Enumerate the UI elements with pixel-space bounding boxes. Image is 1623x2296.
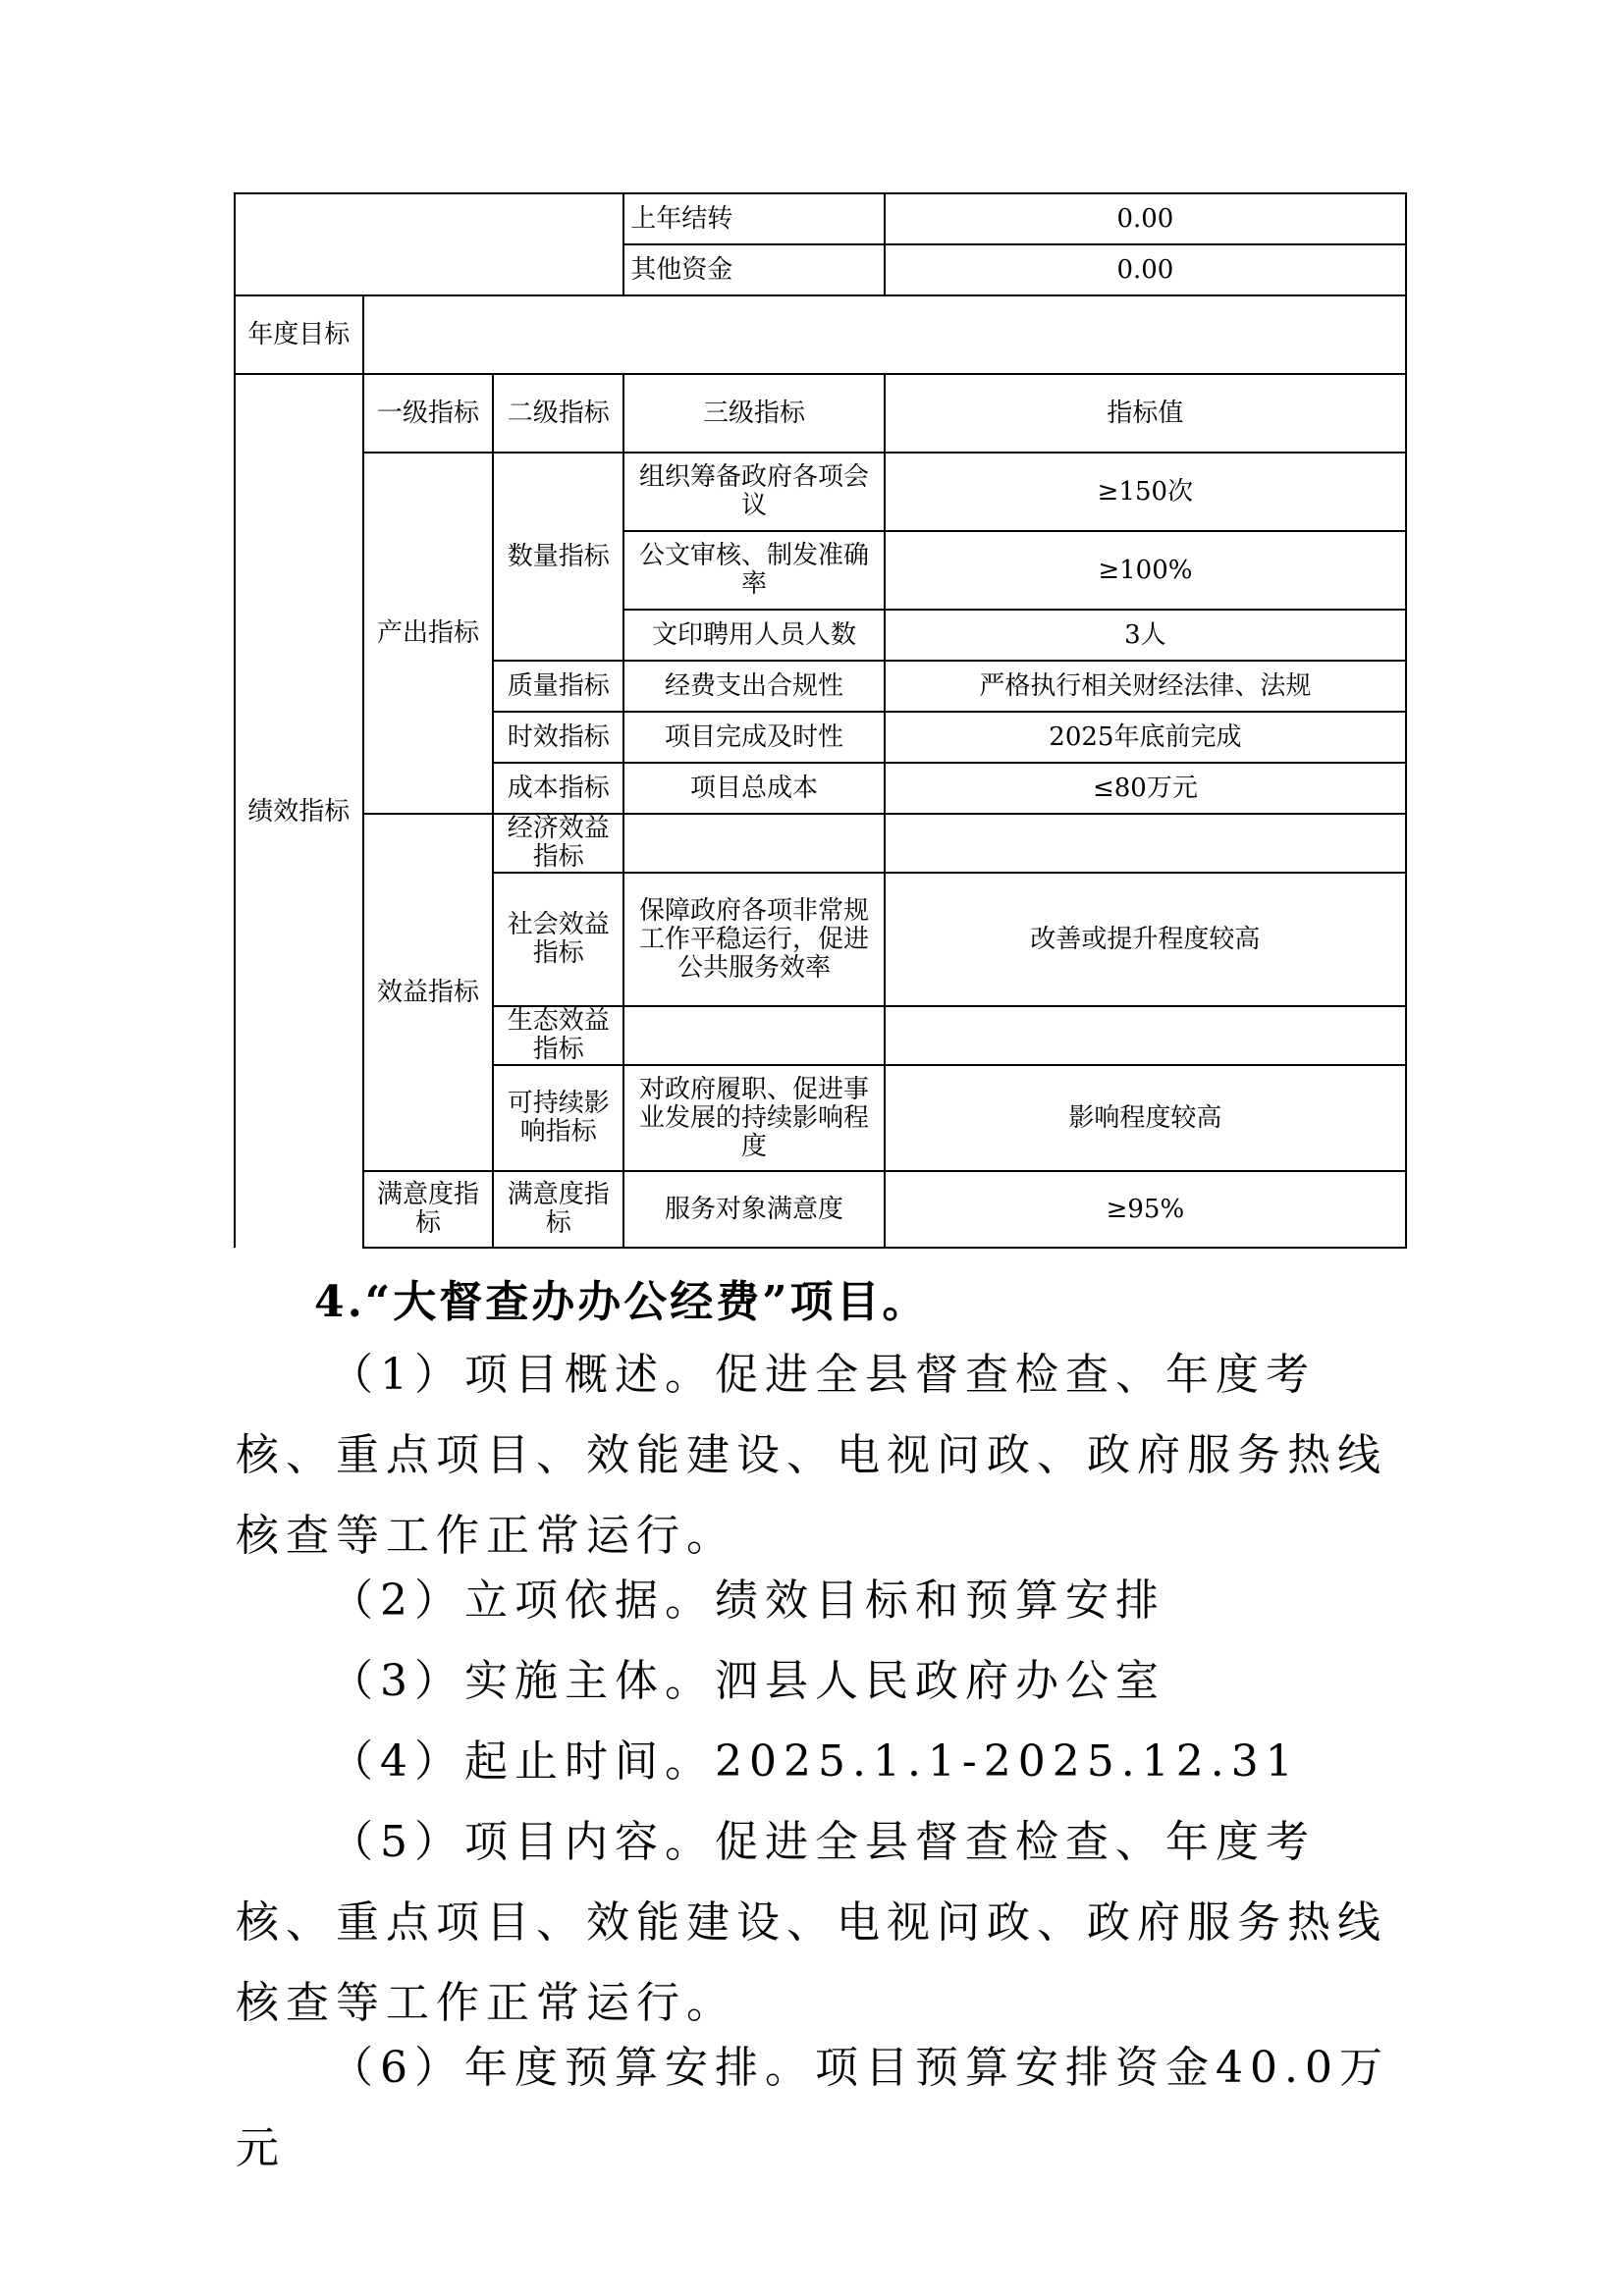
value-cell: 2025年底前完成 [885, 712, 1406, 763]
header-level1: 一级指标 [363, 374, 494, 453]
paragraph: （4）起止时间。2025.1.1-2025.12.31 [330, 1736, 1300, 1787]
level2-cell: 社会效益指标 [493, 873, 623, 1006]
value-cell: ≤80万元 [885, 763, 1406, 814]
level3-cell: 服务对象满意度 [623, 1171, 885, 1248]
level3-cell: 项目总成本 [623, 763, 885, 814]
value-cell: 严格执行相关财经法律、法规 [885, 661, 1406, 712]
paragraph: （6）年度预算安排。项目预算安排资金40.0万元 [236, 2043, 1389, 2173]
indicator-row [235, 814, 1406, 873]
paragraph: （1）项目概述。促进全县督查检查、年度考核、重点项目、效能建设、电视问政、政府服务热线核查等工作正常运行。 [236, 1350, 1387, 1561]
value-cell: ≥95% [885, 1171, 1406, 1248]
header-row [235, 374, 1406, 453]
level3-cell [623, 814, 885, 873]
funding-row [235, 193, 1406, 244]
output-label: 产出指标 [363, 453, 494, 814]
value-cell: 影响程度较高 [885, 1065, 1406, 1171]
level2-cell: 时效指标 [493, 712, 623, 763]
benefit-label: 效益指标 [363, 814, 494, 1171]
level2-cell: 成本指标 [493, 763, 623, 814]
level3-cell: 文印聘用人员人数 [623, 610, 885, 661]
paragraph: （5）项目内容。促进全县督查检查、年度考核、重点项目、效能建设、电视问政、政府服务热线核查等工作正常运行。 [236, 1817, 1387, 2028]
value-cell [885, 814, 1406, 873]
section-heading: 4.“大督查办办公经费”项目。 [314, 1277, 929, 1327]
indicator-row [235, 1171, 1406, 1248]
level3-cell: 对政府履职、促进事业发展的持续影响程度 [623, 1065, 885, 1171]
header-level2: 二级指标 [493, 374, 623, 453]
perf-label: 绩效指标 [235, 374, 363, 1248]
level3-cell: 项目完成及时性 [623, 712, 885, 763]
level2-cell: 满意度指标 [493, 1171, 623, 1248]
paragraph: （2）立项依据。绩效目标和预算安排 [330, 1575, 1165, 1626]
satisfaction-label: 满意度指标 [363, 1171, 494, 1248]
level2-cell: 质量指标 [493, 661, 623, 712]
indicator-row [235, 453, 1406, 531]
level3-cell: 组织筹备政府各项会议 [623, 453, 885, 531]
value-cell: 改善或提升程度较高 [885, 873, 1406, 1006]
header-value: 指标值 [885, 374, 1406, 453]
level3-cell: 公文审核、制发准确率 [623, 531, 885, 610]
level2-cell: 可持续影响指标 [493, 1065, 623, 1171]
performance-table [234, 192, 1407, 1249]
annual-goal-row [235, 295, 1406, 374]
paragraph: （3）实施主体。泗县人民政府办公室 [330, 1656, 1165, 1706]
value-cell [885, 1006, 1406, 1065]
value-cell: ≥100% [885, 531, 1406, 610]
funding-value: 0.00 [885, 193, 1406, 244]
level3-cell: 经费支出合规性 [623, 661, 885, 712]
funding-label: 上年结转 [623, 193, 885, 244]
value-cell: ≥150次 [885, 453, 1406, 531]
blank-cell [235, 193, 623, 295]
level2-cell: 生态效益指标 [493, 1006, 623, 1065]
quantity-label: 数量指标 [493, 453, 623, 661]
annual-goal-value [363, 295, 1406, 374]
annual-goal-label: 年度目标 [235, 295, 363, 374]
level3-cell: 保障政府各项非常规工作平稳运行，促进公共服务效率 [623, 873, 885, 1006]
funding-label: 其他资金 [623, 244, 885, 295]
level2-cell: 经济效益指标 [493, 814, 623, 873]
value-cell: 3人 [885, 610, 1406, 661]
funding-value: 0.00 [885, 244, 1406, 295]
level3-cell [623, 1006, 885, 1065]
header-level3: 三级指标 [623, 374, 885, 453]
